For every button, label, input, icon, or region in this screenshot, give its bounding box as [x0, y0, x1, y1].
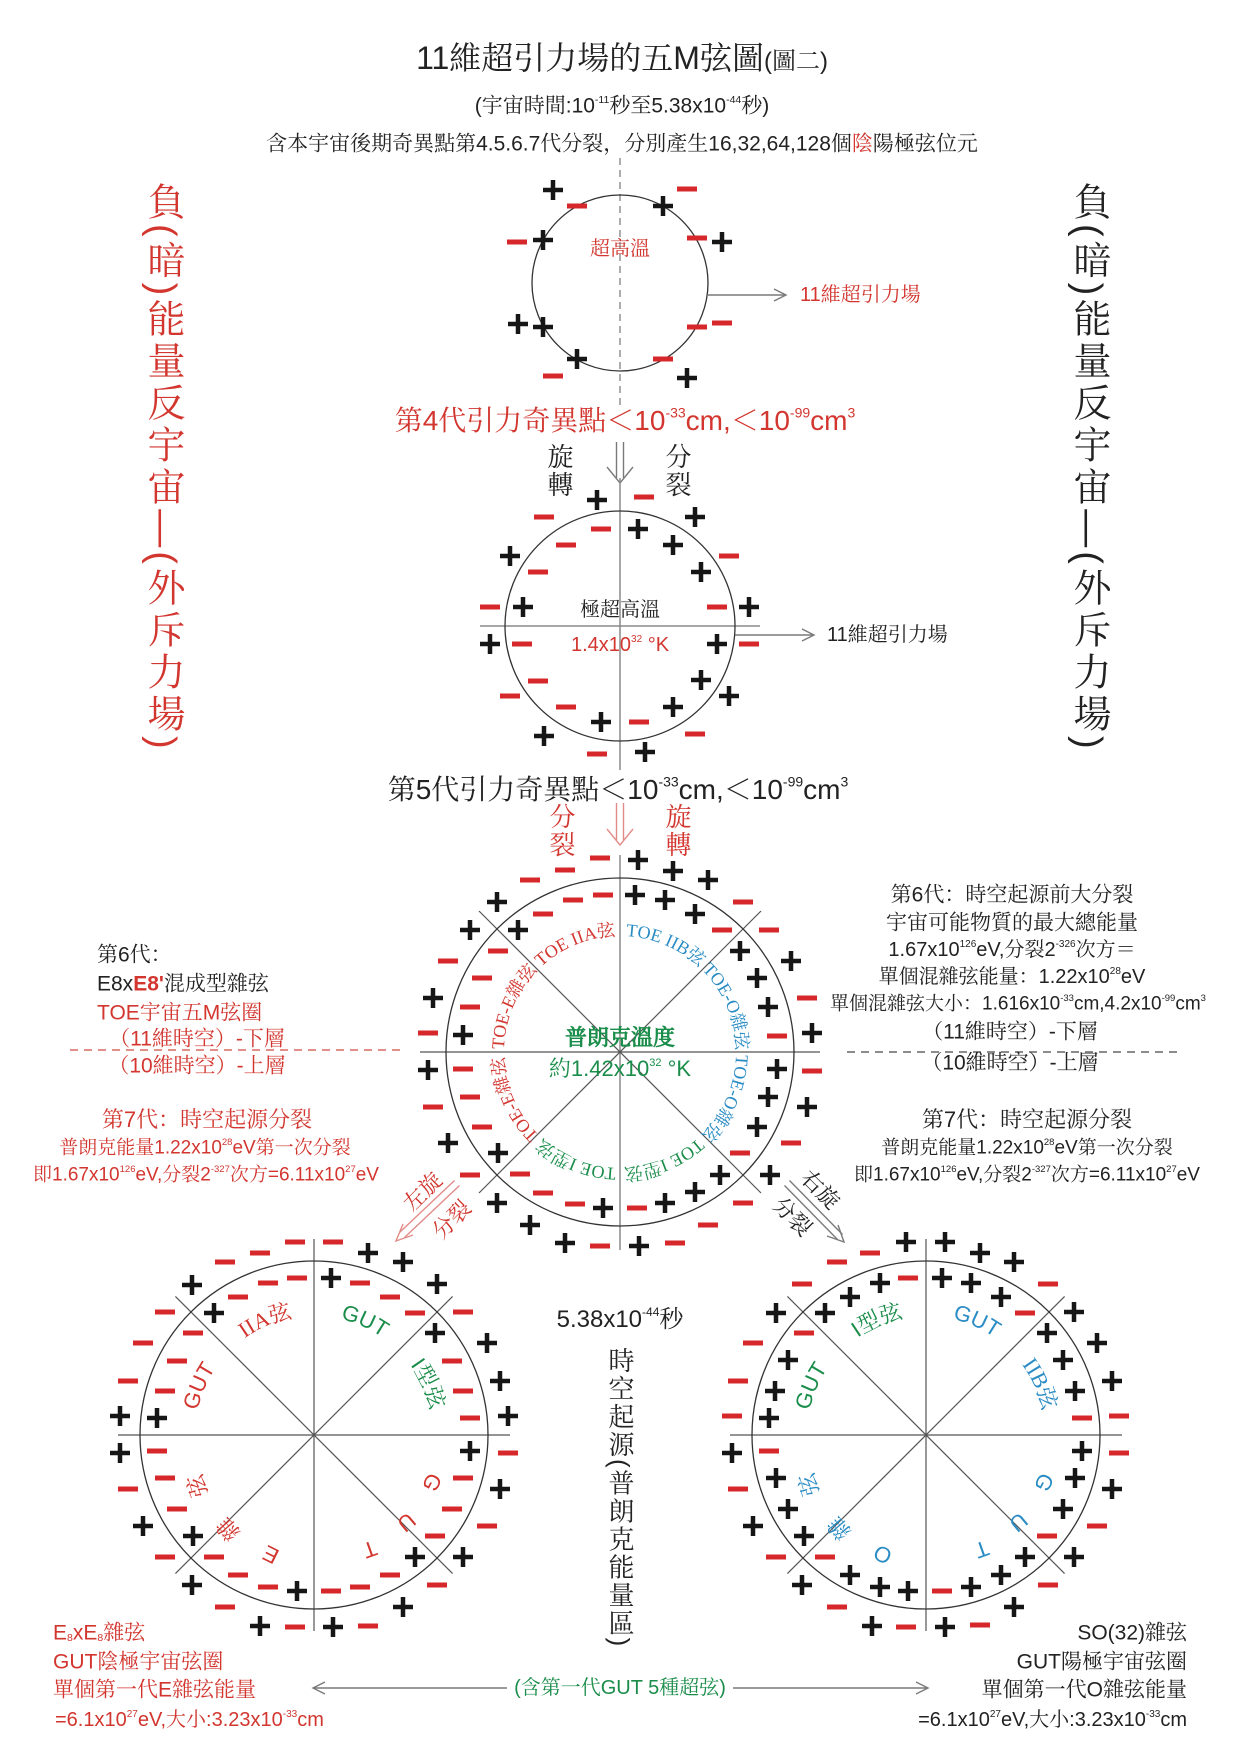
intro-line: [266, 134, 978, 155]
footer-gut-superstrings: (含第一代GUT 5種超弦): [514, 1677, 726, 1699]
text-part: 即1.67x10: [33, 1164, 120, 1186]
text-part: (宇宙時間:10: [474, 94, 595, 118]
right-upper-layer: （10維時空）-上層: [921, 1051, 1099, 1075]
ring-label-gut: GUT: [177, 1357, 220, 1412]
page-title: [416, 42, 828, 74]
plus-charge-icon: [710, 1165, 730, 1185]
svg-text:TOE I型弦: [622, 1135, 708, 1184]
plus-charge-icon: [110, 1406, 130, 1426]
plus-charge-icon: [970, 1243, 990, 1263]
superscript: -99: [1161, 992, 1176, 1004]
svg-text:IIA弦: [233, 1298, 294, 1343]
text-part: 次方=6.11x10: [229, 1164, 346, 1186]
right-hetero-size: [830, 992, 1206, 1015]
gen4-split-label: 分裂: [662, 443, 692, 499]
text-part: eV: [1120, 966, 1146, 988]
svg-text:GUT: [178, 1358, 220, 1412]
plus-charge-icon: [425, 1323, 445, 1343]
gut-right-energy-label: 單個第一代O雜弦能量: [981, 1678, 1187, 1702]
gen5-rotation-label: 旋轉: [662, 803, 692, 859]
plus-charge-icon: [1004, 1252, 1024, 1272]
plus-charge-icon: [870, 1273, 890, 1293]
plus-charge-icon: [767, 1059, 787, 1079]
superscript: 3: [840, 773, 849, 790]
ring-label-toe-iib: TOE IIB弦: [625, 920, 710, 971]
text-part: 第4代引力奇異點＜10: [394, 405, 666, 436]
ring-label-gut: GUT: [338, 1299, 394, 1342]
plus-charge-icon: [794, 1526, 814, 1546]
superscript: 28: [221, 1136, 233, 1148]
subscript: 8: [67, 1632, 73, 1645]
plus-charge-icon: [1053, 1499, 1073, 1519]
text-part: 陽極弦位元: [872, 132, 978, 156]
text-part: cm,＜10: [678, 774, 783, 805]
text-part: cm: [297, 1709, 324, 1731]
plus-charge-icon: [490, 1479, 510, 1499]
plus-charge-icon: [840, 1287, 860, 1307]
svg-text:I型弦: [847, 1298, 906, 1342]
plus-charge-icon: [898, 1581, 918, 1601]
text-part: °K: [642, 634, 670, 656]
gut-right-circle-name: GUT陽極宇宙弦圈: [1016, 1650, 1187, 1674]
plus-charge-icon: [1064, 1302, 1084, 1322]
plus-charge-icon: [477, 1333, 497, 1353]
plus-charge-icon: [629, 1236, 649, 1256]
plus-charge-icon: [691, 670, 711, 690]
plus-charge-icon: [815, 1303, 835, 1323]
stage2-field-label: 11維超引力場: [827, 624, 948, 646]
right-split-label: 分裂: [767, 1192, 817, 1242]
superscript: 3: [847, 404, 856, 421]
plus-charge-icon: [1072, 1441, 1092, 1461]
gen5-down-arrow: [607, 803, 633, 845]
text-part: 普朗克能量1.22x10: [881, 1137, 1044, 1159]
gut-left-energy-value: [55, 1710, 324, 1730]
right-split-line: [888, 940, 1135, 960]
text-part: xE: [72, 1621, 98, 1645]
svg-text:GUT: [790, 1358, 832, 1412]
text-part: 單個混雜弦大小：1.616x10: [830, 993, 1061, 1015]
planck-temperature-value: [549, 1058, 691, 1080]
superscript: 27: [345, 1163, 356, 1175]
arrow-down-icon: [607, 829, 633, 845]
plus-charge-icon: [870, 1577, 890, 1597]
plus-charge-icon: [487, 1193, 507, 1213]
plus-charge-icon: [182, 1275, 202, 1295]
superscript: 28: [1043, 1136, 1055, 1148]
gen5-singularity-label: [387, 773, 849, 805]
superscript: 27: [989, 1709, 1001, 1720]
plus-charge-icon: [533, 317, 553, 337]
superscript: -11: [594, 94, 610, 107]
left-toe-circle: TOE宇宙五M弦圈: [97, 1001, 263, 1025]
gut-left-heterotic-type: [53, 1623, 145, 1644]
plus-charge-icon: [487, 892, 507, 912]
plus-charge-icon: [797, 1097, 817, 1117]
svg-text:TOE I型弦: [531, 1135, 616, 1184]
plus-charge-icon: [758, 1087, 778, 1107]
plus-charge-icon: [460, 1441, 480, 1461]
text-part: 普朗克能量1.22x10: [59, 1137, 222, 1159]
text-part: 雜弦: [103, 1621, 146, 1645]
left-gen7-heading: 第7代：時空起源分裂: [101, 1107, 313, 1132]
left-upper-layer: （10維時空）-上層: [108, 1054, 286, 1078]
ring-label-type-i: I型弦: [406, 1353, 451, 1412]
plus-charge-icon: [508, 314, 528, 334]
text-part: 秒至5.38x10: [609, 94, 727, 118]
text-part: eV,大小:3.23x10: [137, 1709, 283, 1731]
right-lower-layer: （11維時空）-下層: [922, 1020, 1098, 1044]
text-part: cm: [803, 774, 841, 805]
gut-right-energy-value: [918, 1710, 1187, 1730]
superscript: -327: [1031, 1163, 1051, 1175]
plus-charge-icon: [287, 1581, 307, 1601]
ring-label-gut: GUT: [789, 1357, 832, 1412]
plus-charge-icon: [730, 941, 750, 961]
plus-charge-icon: [758, 997, 778, 1017]
ring-label-iia: IIA弦: [233, 1298, 294, 1343]
stage2-graphic: [480, 478, 814, 770]
ring-label-toe-o-lower: TOE-O雜弦: [698, 1054, 753, 1146]
text-part: eV: [355, 1164, 379, 1186]
plus-charge-icon: [781, 951, 801, 971]
right-max-energy: 宇宙可能物質的最大總能量: [886, 911, 1138, 935]
right-gen7-heading: 第7代：時空起源分裂: [921, 1107, 1133, 1132]
plus-charge-icon: [405, 1547, 425, 1567]
text-part: 第5代引力奇異點＜10: [387, 774, 659, 805]
superscript: 126: [959, 939, 977, 950]
svg-text:GUT: [339, 1299, 393, 1341]
text-part-e8-prime: E8': [133, 972, 164, 996]
plus-charge-icon: [628, 519, 648, 539]
left-rotation-label: 左旋: [398, 1167, 448, 1217]
svg-text:O雜弦: [786, 1444, 896, 1570]
plus-charge-icon: [453, 1547, 473, 1567]
plus-charge-icon: [663, 697, 683, 717]
title-suffix: (圖二): [763, 48, 828, 75]
side-label-right: 負(暗)能量反宇宙—(外斥力場): [1067, 182, 1109, 753]
text-part: cm: [1160, 1709, 1187, 1731]
right-hetero-energy: [879, 967, 1146, 987]
ring-label-type-i: I型弦: [846, 1298, 905, 1342]
plus-charge-icon: [1065, 1381, 1085, 1401]
plus-charge-icon: [1102, 1479, 1122, 1499]
plus-charge-icon: [698, 870, 718, 890]
svg-text:TOE IIB弦: [626, 920, 711, 971]
text-part: eV,分裂2: [976, 939, 1056, 961]
ring-label-iib: IIB弦: [1017, 1353, 1063, 1413]
plus-charge-icon: [932, 1268, 952, 1288]
superscript: 27: [1166, 1163, 1177, 1175]
superscript: -327: [210, 1163, 230, 1175]
plus-charge-icon: [513, 597, 533, 617]
plus-charge-icon: [739, 597, 759, 617]
superscript: -33: [658, 773, 679, 790]
plus-charge-icon: [183, 1526, 203, 1546]
subscript: 8: [97, 1632, 104, 1645]
text-part: 次方＝: [1075, 939, 1136, 961]
plus-charge-icon: [760, 1165, 780, 1185]
text-part: 1.4x10: [570, 634, 632, 656]
plus-charge-icon: [1087, 1333, 1107, 1353]
plus-charge-icon: [393, 1597, 413, 1617]
left-e8-heterotic: [97, 974, 269, 995]
plus-charge-icon: [1053, 1350, 1073, 1370]
plus-charge-icon: [663, 535, 683, 555]
ring-label-toe-e-upper: TOE-E雜弦: [487, 959, 541, 1050]
plus-charge-icon: [896, 1232, 916, 1252]
plus-charge-icon: [655, 890, 675, 910]
right-gen6-heading: 第6代：時空起源前大分裂: [890, 883, 1134, 907]
gut-left-circle-name: GUT陰極宇宙弦圈: [53, 1650, 224, 1674]
text-part: eV,分裂2: [135, 1164, 211, 1186]
text-part: cm: [1175, 993, 1201, 1015]
plus-charge-icon: [747, 1117, 767, 1137]
superscript: -33: [1145, 1709, 1161, 1720]
plus-charge-icon: [935, 1617, 955, 1637]
right-rotation-label: 右旋: [795, 1165, 845, 1215]
plus-charge-icon: [543, 180, 563, 200]
plus-charge-icon: [685, 1182, 705, 1202]
planck-temperature-title: 普朗克溫度: [564, 1025, 676, 1050]
plus-charge-icon: [691, 562, 711, 582]
side-label-left: 負(暗)能量反宇宙—(外斥力場): [141, 182, 183, 753]
plus-charge-icon: [685, 507, 705, 527]
svg-text:E雜弦: [174, 1445, 283, 1569]
plus-charge-icon: [204, 1303, 224, 1323]
plus-charge-icon: [935, 1232, 955, 1252]
text-part: eV第一次分裂: [1054, 1137, 1173, 1159]
text-part: eV,分裂2: [956, 1164, 1032, 1186]
plus-charge-icon: [323, 1617, 343, 1637]
plus-charge-icon: [460, 920, 480, 940]
plus-charge-icon: [778, 1350, 798, 1370]
plus-charge-icon: [133, 1516, 153, 1536]
plus-charge-icon: [961, 1273, 981, 1293]
plus-charge-icon: [766, 1468, 786, 1488]
text-part: eV: [1176, 1164, 1200, 1186]
text-part: 秒: [659, 1306, 684, 1333]
text-part: 1.67x10: [888, 939, 960, 961]
text-part: 約1.42x10: [548, 1056, 650, 1081]
stage2-center-label: 極超高溫: [580, 599, 660, 621]
text-part: °K: [661, 1056, 692, 1081]
plus-charge-icon: [591, 712, 611, 732]
svg-text:TOE-E雜弦: [488, 1055, 542, 1146]
stage2-temperature: [571, 635, 669, 655]
subtitle-time-range: [475, 96, 770, 117]
ring-label-toe-e-lower: TOE-E雜弦: [487, 1056, 542, 1147]
right-gen7-split: [854, 1163, 1200, 1186]
plus-charge-icon: [453, 1025, 473, 1045]
superscript: -44: [726, 94, 742, 107]
plus-charge-icon: [418, 1060, 438, 1080]
plus-charge-icon: [961, 1577, 981, 1597]
superscript: 27: [126, 1709, 138, 1720]
plus-charge-icon: [567, 349, 587, 369]
plus-charge-icon: [533, 230, 553, 250]
ring-label-toe-i-right: TOE I型弦: [623, 1135, 709, 1185]
svg-text:TOE-E雜弦: [488, 959, 541, 1050]
plus-charge-icon: [520, 1215, 540, 1235]
plus-charge-icon: [534, 726, 554, 746]
superscript: -33: [282, 1709, 298, 1720]
text-part: cm,4.2x10: [1073, 993, 1162, 1015]
ring-label-toe-o-upper: TOE-O雜弦: [698, 958, 753, 1051]
superscript: -326: [1055, 939, 1076, 950]
left-lower-layer: （11維時空）-下層: [109, 1027, 285, 1051]
plus-charge-icon: [628, 850, 648, 870]
superscript: 32: [649, 1057, 662, 1070]
plus-charge-icon: [722, 1443, 742, 1463]
plus-charge-icon: [759, 1408, 779, 1428]
plus-charge-icon: [862, 1616, 882, 1636]
superscript: -99: [782, 773, 804, 790]
ring-label-e-heterotic: E雜弦: [173, 1444, 283, 1570]
plus-charge-icon: [778, 1499, 798, 1519]
plus-charge-icon: [438, 1133, 458, 1153]
plus-charge-icon: [250, 1616, 270, 1636]
plus-charge-icon: [490, 1371, 510, 1391]
plus-charge-icon: [1064, 1547, 1084, 1567]
plus-charge-icon: [635, 742, 655, 762]
superscript: 28: [1109, 966, 1121, 977]
planck-region-label: 時空起源(普朗克能量區): [605, 1347, 635, 1649]
ring-label-o-heterotic: O雜弦: [785, 1443, 896, 1570]
plus-charge-icon: [508, 920, 528, 940]
plus-charge-icon: [653, 196, 673, 216]
superscript: -99: [789, 404, 811, 421]
gut-left-energy-label: 單個第一代E雜弦能量: [53, 1678, 257, 1702]
text-part: 秒): [741, 94, 770, 118]
highlight-yin: 陰: [851, 132, 873, 156]
plus-charge-icon: [555, 1233, 575, 1253]
plus-charge-icon: [427, 1274, 447, 1294]
svg-text:TOE IIA弦: [531, 920, 617, 970]
gut-right-heterotic-type: SO(32)雜弦: [1077, 1621, 1187, 1645]
plus-charge-icon: [747, 968, 767, 988]
superscript: 3: [1200, 992, 1206, 1004]
plus-charge-icon: [707, 634, 727, 654]
plus-charge-icon: [991, 1287, 1011, 1307]
superscript: -33: [1060, 992, 1074, 1004]
plus-charge-icon: [358, 1243, 378, 1263]
plus-charge-icon: [1015, 1547, 1035, 1567]
plus-charge-icon: [182, 1575, 202, 1595]
plus-charge-icon: [587, 490, 607, 510]
gen4-rotation-label: 旋轉: [544, 443, 574, 499]
plus-charge-icon: [1037, 1323, 1057, 1343]
plus-charge-icon: [792, 1575, 812, 1595]
gut-yang-circle-graphic: [730, 1239, 1122, 1631]
plus-charge-icon: [663, 861, 683, 881]
left-gen6-heading: 第6代：: [97, 943, 172, 967]
stage1-field-label: 11維超引力場: [800, 284, 921, 306]
plus-charge-icon: [655, 1193, 675, 1213]
plus-charge-icon: [802, 1023, 822, 1043]
superscript: -33: [665, 404, 686, 421]
plus-charge-icon: [110, 1443, 130, 1463]
plus-charge-icon: [393, 1252, 413, 1272]
gen4-singularity-label: [394, 404, 856, 436]
plus-charge-icon: [766, 1303, 786, 1323]
text-part: E8x: [97, 972, 134, 996]
text-part: =6.1x10: [918, 1709, 990, 1731]
text-part: cm: [810, 405, 848, 436]
plus-charge-icon: [1004, 1597, 1024, 1617]
text-part: E: [53, 1621, 68, 1645]
superscript: 126: [940, 1163, 957, 1175]
ring-label-gut-spread: GUT: [332, 1468, 448, 1573]
superscript: 126: [119, 1163, 136, 1175]
ring-label-toe-i-left: TOE I型弦: [532, 1135, 617, 1184]
plus-charge-icon: [321, 1268, 341, 1288]
plus-charge-icon: [840, 1565, 860, 1585]
right-gen7-energy: [881, 1136, 1173, 1159]
text-part: eV第一次分裂: [232, 1137, 351, 1159]
ring-label-gut-spread: GUT: [944, 1468, 1060, 1573]
plus-charge-icon: [480, 634, 500, 654]
text-part: 混成型雜弦: [163, 972, 269, 996]
plus-charge-icon: [991, 1565, 1011, 1585]
svg-text:TOE-O雜弦: [699, 959, 752, 1052]
text-part: eV,大小:3.23x10: [1000, 1709, 1146, 1731]
plus-charge-icon: [488, 1143, 508, 1163]
superscript: -44: [642, 1305, 660, 1320]
gen5-split-label: 分裂: [546, 803, 576, 859]
superscript: 32: [631, 634, 643, 645]
plus-charge-icon: [593, 1198, 613, 1218]
ring-label-toe-iia: TOE IIA弦: [530, 919, 617, 970]
plus-charge-icon: [423, 988, 443, 1008]
plus-charge-icon: [685, 904, 705, 924]
title-main: 11維超引力場的五M弦圖: [416, 40, 764, 76]
svg-text:GUT: [333, 1469, 447, 1573]
planck-time: [556, 1305, 684, 1333]
left-split-label: 分裂: [427, 1195, 477, 1245]
plus-charge-icon: [147, 1408, 167, 1428]
svg-text:GUT: [945, 1469, 1059, 1573]
plus-charge-icon: [677, 368, 697, 388]
plus-charge-icon: [743, 1516, 763, 1536]
text-part: 次方=6.11x10: [1050, 1164, 1167, 1186]
plus-charge-icon: [765, 1381, 785, 1401]
text-part: cm,＜10: [685, 405, 790, 436]
left-gen7-split: [33, 1163, 379, 1186]
stage1-center-label: 超高溫: [590, 238, 650, 260]
plus-charge-icon: [498, 1406, 518, 1426]
text-part: 單個混雜弦能量：1.22x10: [878, 966, 1110, 988]
plus-charge-icon: [712, 232, 732, 252]
text-part: 5.38x10: [556, 1306, 643, 1333]
text-part: =6.1x10: [55, 1709, 127, 1731]
plus-charge-icon: [1065, 1468, 1085, 1488]
stage1-graphic: [532, 158, 786, 405]
gen4-down-arrow: [607, 442, 633, 483]
left-gen7-energy: [59, 1136, 351, 1159]
plus-charge-icon: [1102, 1371, 1122, 1391]
text-part: 即1.67x10: [854, 1164, 941, 1186]
ring-label-gut: GUT: [950, 1299, 1006, 1342]
plus-charge-icon: [625, 885, 645, 905]
gut-yin-circle-graphic: [118, 1239, 510, 1631]
svg-text:GUT: [951, 1299, 1005, 1341]
plus-charge-icon: [500, 546, 520, 566]
plus-charge-icon: [719, 686, 739, 706]
svg-text:TOE-O雜弦: [698, 1054, 752, 1146]
text-part: 含本宇宙後期奇異點第4.5.6.7代分裂，分別產生16,32,64,128個: [266, 132, 852, 156]
